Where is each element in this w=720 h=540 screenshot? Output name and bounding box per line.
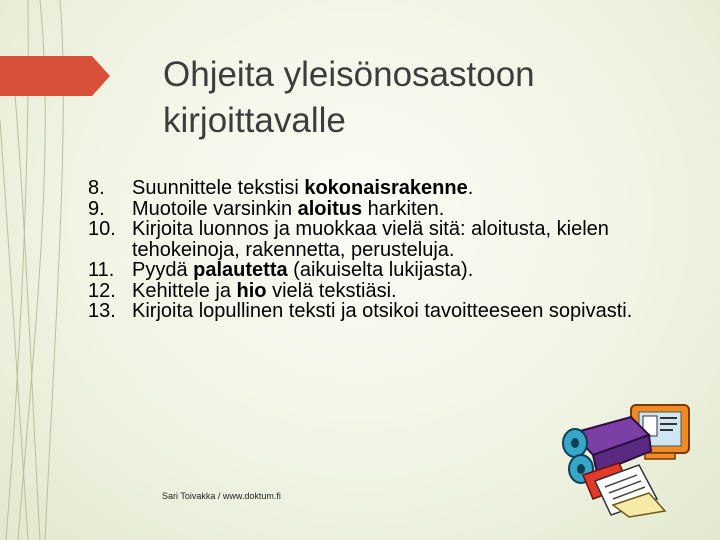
title-line-1: Ohjeita yleisönosastoon — [163, 55, 535, 94]
newspaper-printer-clipart-icon — [553, 403, 693, 518]
item-text: Kehittele ja hio vielä tekstiäsi. — [132, 279, 397, 302]
credit-text: Sari Toivakka / www.doktum.fi — [162, 491, 281, 501]
item-number: 8. — [88, 177, 105, 199]
slide-title — [163, 52, 683, 144]
item-emphasis: aloitus — [297, 197, 363, 220]
title-arrow-accent — [0, 56, 110, 96]
item-emphasis: kokonaisrakenne — [304, 177, 468, 199]
item-text: Suunnittele tekstisi kokonaisrakenne. — [132, 177, 474, 199]
item-number: 11. — [88, 259, 115, 281]
item-number: 10. — [88, 218, 116, 240]
item-number: 13. — [88, 300, 116, 322]
instruction-list — [88, 178, 688, 322]
item-text: Kirjoita luonnos ja muokkaa vielä sitä: aloitusta, kielen tehokeinoja, rakennetta, perusteluja. — [132, 218, 609, 261]
list-item — [88, 199, 688, 220]
list-item — [88, 260, 688, 281]
item-text: Muotoile varsinkin aloitus harkiten. — [132, 197, 445, 220]
item-number: 12. — [88, 279, 116, 302]
item-emphasis: hio — [236, 279, 267, 302]
list-item — [88, 219, 688, 260]
list-item — [88, 178, 688, 199]
title-line-2: kirjoittavalle — [163, 101, 346, 140]
list-item — [88, 301, 688, 322]
item-text: Kirjoita lopullinen teksti ja otsikoi tavoitteeseen sopivasti. — [132, 300, 633, 322]
item-number: 9. — [88, 197, 105, 220]
list-item — [88, 281, 688, 302]
item-emphasis: palautetta — [193, 259, 288, 281]
item-text: Pyydä palautetta (aikuiselta lukijasta). — [132, 259, 474, 281]
